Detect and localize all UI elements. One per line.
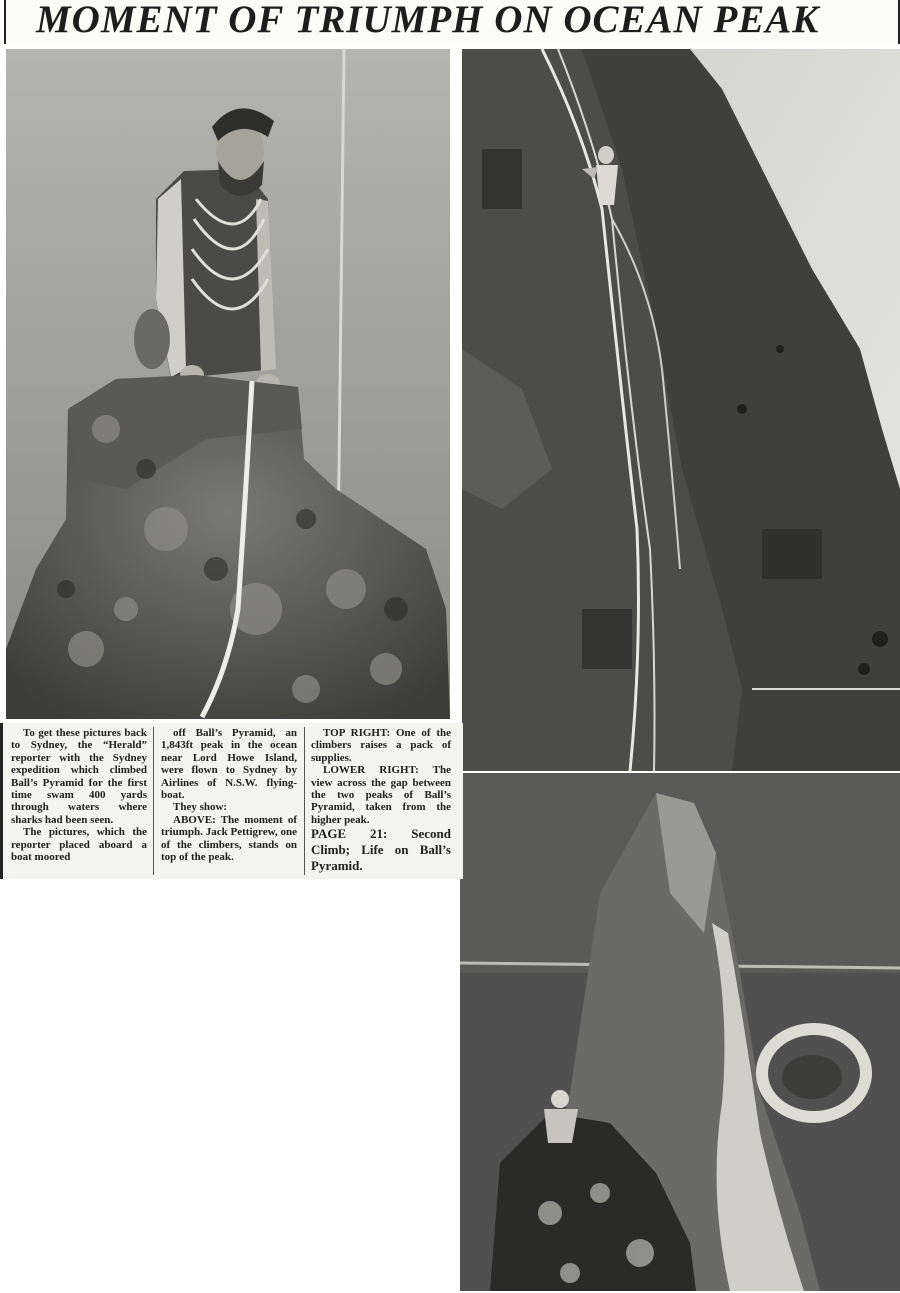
caption-block <box>0 723 463 879</box>
gap-photo <box>460 773 900 1291</box>
caption-paragraph: To get these pictures back to Sydney, the “Herald” reporter with the Sydney expedition which climbed Ball’s Pyramid for the first time swam 400 yards through waters where sharks had been seen. <box>11 727 147 826</box>
caption-paragraph: They show: <box>173 801 228 814</box>
caption-column-1 <box>11 727 147 863</box>
column-divider <box>304 727 305 875</box>
caption-column-3 <box>311 727 451 874</box>
headline: MOMENT OF TRIUMPH ON OCEAN PEAK <box>36 0 820 41</box>
caption-paragraph: The pictures, which the reporter placed aboard a boat moored <box>11 826 147 864</box>
climber-photo <box>462 49 900 771</box>
caption-column-2 <box>161 727 297 863</box>
summit-photo <box>6 49 450 719</box>
page-reference: PAGE 21: Second Climb; Life on Ball’s Pyramid. <box>311 826 451 874</box>
caption-paragraph: off Ball’s Pyramid, an 1,843ft peak in the ocean near Lord Howe Island, were flown to Sydney by Airlines of N.S.W. flying-boat. <box>161 727 297 802</box>
column-divider <box>153 727 154 875</box>
headline-bar <box>4 0 900 44</box>
caption-paragraph: LOWER RIGHT: The view across the gap between the two peaks of Ball’s Pyramid, taken from the higher peak. <box>311 764 451 826</box>
caption-paragraph: ABOVE: The moment of triumph. Jack Pettigrew, one of the climbers, stands on top of the peak. <box>161 813 297 864</box>
caption-paragraph: TOP RIGHT: One of the climbers raises a pack of supplies. <box>311 727 451 764</box>
